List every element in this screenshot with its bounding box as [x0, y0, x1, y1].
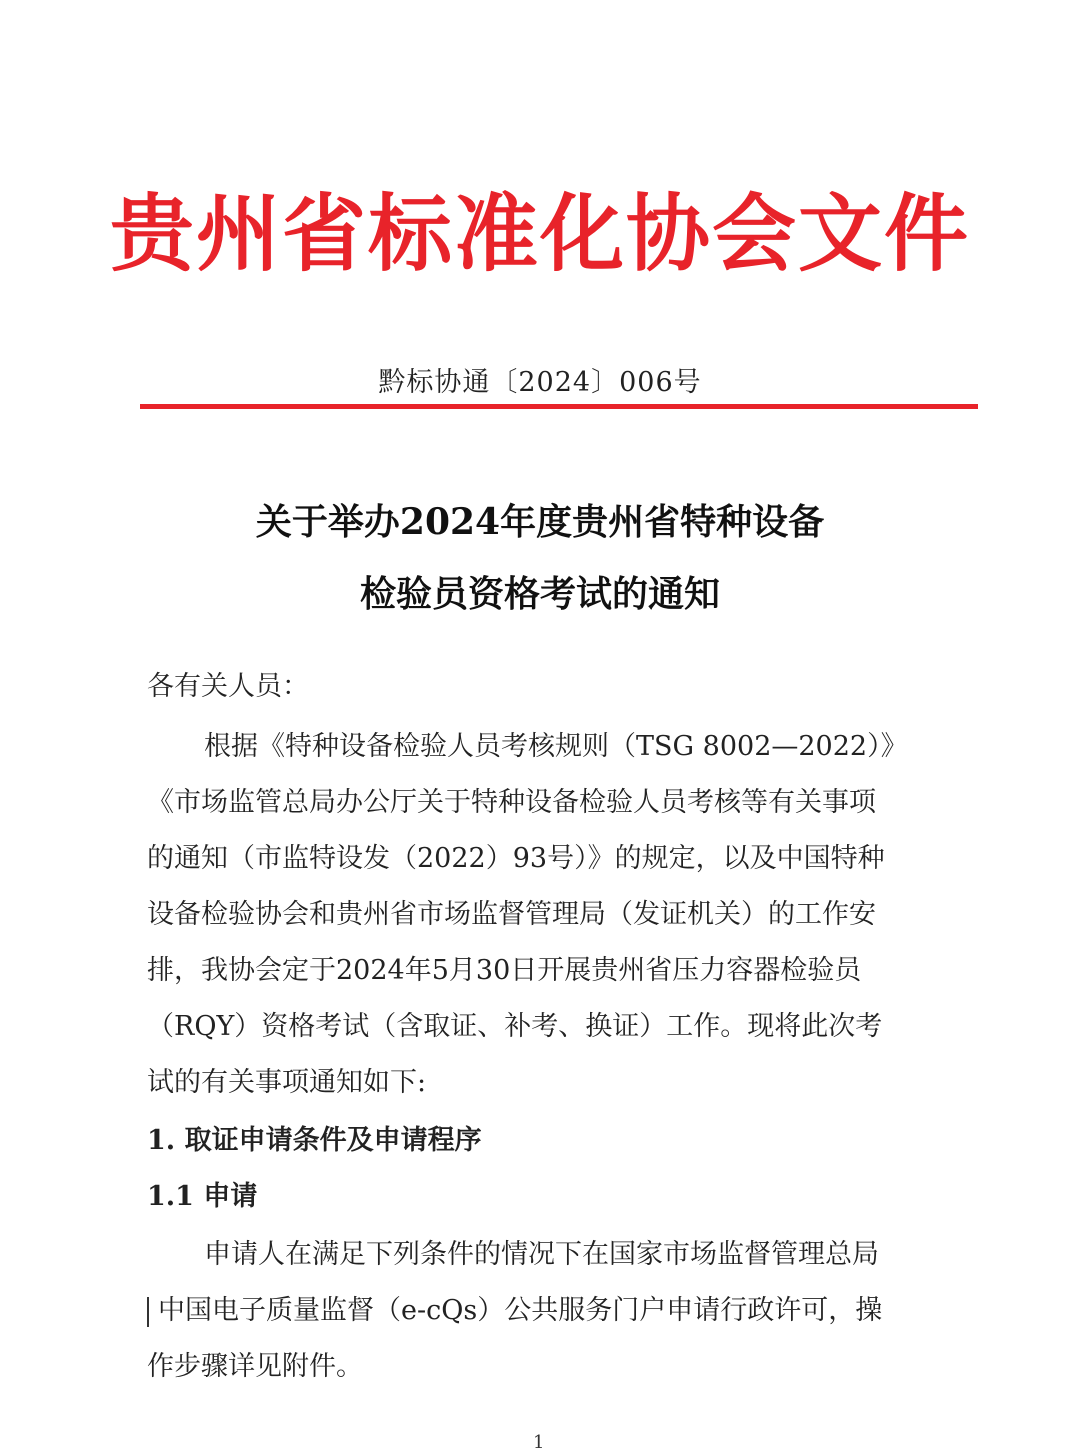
paragraph-line: 排，我协会定于2024年5月30日开展贵州省压力容器检验员: [147, 955, 862, 986]
red-divider: [140, 404, 978, 409]
section-heading-1-1: 1.1 申请: [147, 1181, 258, 1212]
paragraph-line: 申请人在满足下列条件的情况下在国家市场监督管理总局: [204, 1239, 879, 1270]
paragraph-line: 《市场监管总局办公厅关于特种设备检验人员考核等有关事项: [147, 787, 876, 818]
paragraph-line: 试的有关事项通知如下:: [147, 1067, 427, 1098]
paragraph-line: 设备检验协会和贵州省市场监督管理局（发证机关）的工作安: [147, 899, 876, 930]
page-number: 1: [533, 1432, 545, 1453]
margin-mark: [147, 1297, 149, 1327]
section-heading-1: 1. 取证申请条件及申请程序: [147, 1125, 482, 1156]
paragraph-line: 作步骤详见附件。: [147, 1351, 363, 1382]
salutation: 各有关人员：: [147, 671, 309, 702]
paragraph-line: （RQY）资格考试（含取证、补考、换证）工作。现将此次考: [147, 1011, 883, 1042]
document-number: 黔标协通〔2024〕006号: [378, 367, 702, 398]
paragraph-line: 根据《特种设备检验人员考核规则（TSG 8002—2022）》: [204, 731, 908, 762]
notice-title-line-2: 检验员资格考试的通知: [359, 573, 720, 615]
notice-title-line-1: 关于举办2024年度贵州省特种设备: [255, 501, 825, 543]
paragraph-line: 的通知（市监特设发（2022）93号）》的规定，以及中国特种: [147, 843, 885, 874]
paragraph-line: 中国电子质量监督（e-cQs）公共服务门户申请行政许可，操: [158, 1295, 883, 1326]
masthead-title: 贵州省标准化协会文件: [109, 184, 970, 283]
